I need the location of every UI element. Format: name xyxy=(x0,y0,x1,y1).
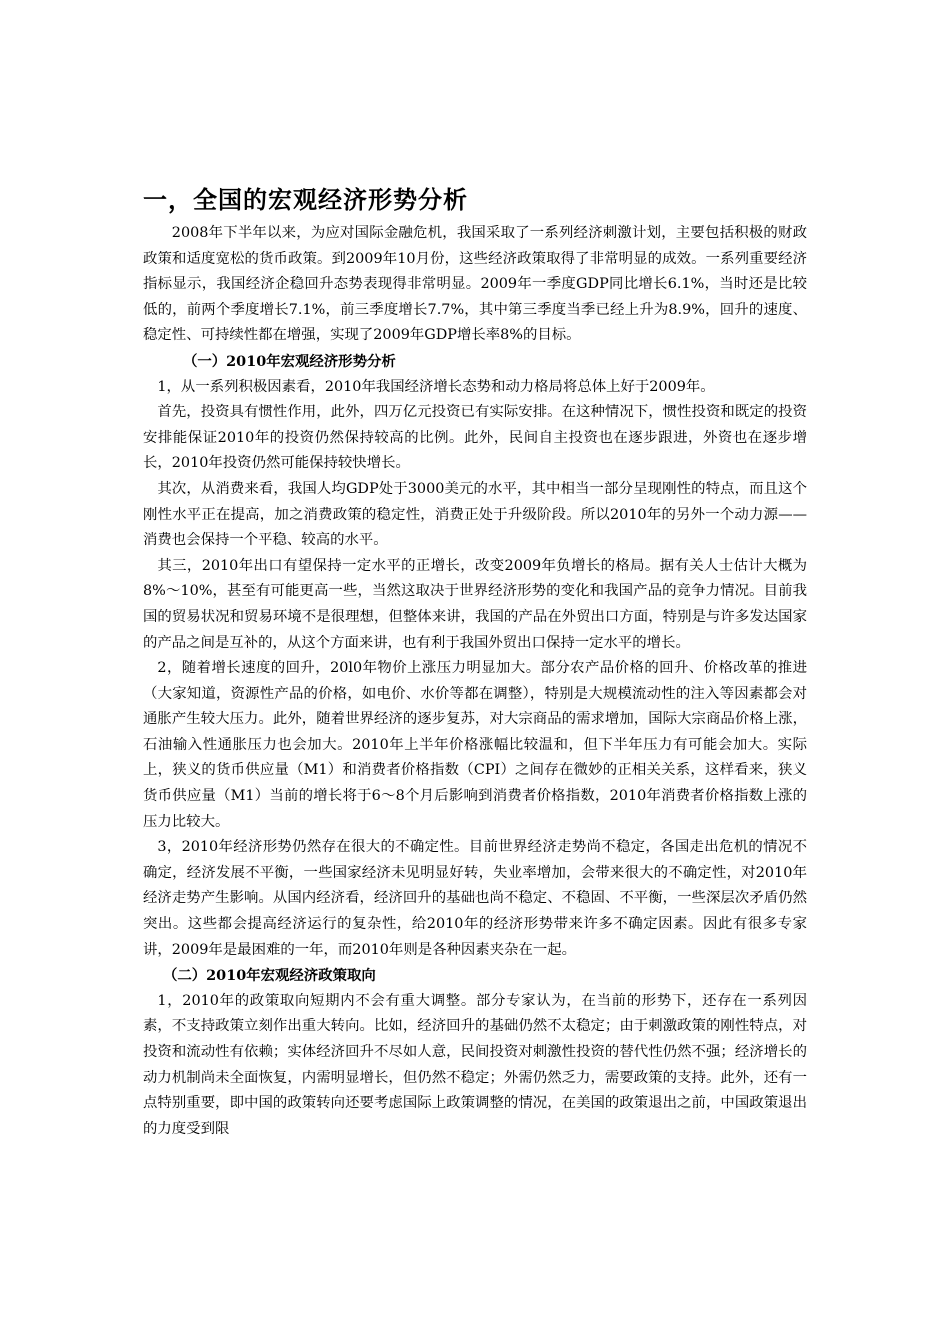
paragraph-exports: 其三，2010年出口有望保持一定水平的正增长，改变2009年负增长的格局。据有关人士估计大概为8%～10%，甚至有可能更高一些，当然这取决于世界经济形势的变化和我国产品的竞争力情况。目前我国的贸易状况和贸易环境不是很理想，但整体来讲，我国的产品在外贸出口方面，特别是与许多发达国家的产品之间是互补的，从这个方面来讲，也有利于我国外贸出口保持一定水平的增长。 xyxy=(143,557,807,651)
paragraph-positive-factors: 1，从一系列积极因素看，2010年我国经济增长态势和动力格局将总体上好于2009年。 xyxy=(157,378,715,395)
paragraph-uncertainty: 3，2010年经济形势仍然存在很大的不确定性。目前世界经济走势尚不稳定，各国走出危机的情况不确定，经济发展不平衡，一些国家经济未见明显好转，失业率增加，会带来很大的不确定性，对2010年经济走势产生影响。从国内经济看，经济回升的基础也尚不稳定、不稳固、不平衡，一些深层次矛盾仍然突出。这些都会提高经济运行的复杂性，给2010年的经济形势带来许多不确定因素。因此有很多专家讲，2009年是最困难的一年，而2010年则是各种因素夹杂在一起。 xyxy=(143,839,807,958)
document-body xyxy=(143,183,807,1142)
subheading-macro-analysis: （一）2010年宏观经济形势分析 xyxy=(183,352,396,370)
paragraph-investment: 首先，投资具有惯性作用，此外，四万亿元投资已有实际安排。在这种情况下，惯性投资和既定的投资安排能保证2010年的投资仍然保持较高的比例。此外，民间自主投资也在逐步跟进，外资也在逐步增长，2010年投资仍然可能保持较快增长。 xyxy=(143,404,807,472)
subheading-policy-orientation: （二）2010年宏观经济政策取向 xyxy=(163,967,376,985)
paragraph-policy: 1，2010年的政策取向短期内不会有重大调整。部分专家认为，在当前的形势下，还存在一系列因素，不支持政策立刻作出重大转向。比如，经济回升的基础仍然不太稳定；由于刺激政策的刚性特点，对投资和流动性有依赖；实体经济回升不尽如人意，民间投资对刺激性投资的替代性仍然不强；经济增长的动力机制尚未全面恢复，内需明显增长，但仍然不稳定；外需仍然乏力，需要政策的支持。此外，还有一点特别重要，即中国的政策转向还要考虑国际上政策调整的情况，在美国的政策退出之前，中国政策退出的力度受到限 xyxy=(143,992,807,1137)
intro-paragraph: 2008年下半年以来，为应对国际金融危机，我国采取了一系列经济刺激计划，主要包括积极的财政政策和适度宽松的货币政策。到2009年10月份，这些经济政策取得了非常明显的成效。一系列重要经济指标显示，我国经济企稳回升态势表现得非常明显。2009年一季度GDP同比增长6.1%，当时还是比较低的，前两个季度增长7.1%，前三季度增长7.7%，其中第三季度当季已经上升为8.9%，回升的速度、稳定性、可持续性都在增强，实现了2009年GDP增长率8%的目标。 xyxy=(143,225,807,344)
paragraph-consumption: 其次，从消费来看，我国人均GDP处于3000美元的水平，其中相当一部分呈现刚性的特点，而且这个刚性水平正在提高，加之消费政策的稳定性，消费正处于升级阶段。所以2010年的另外一个动力源——消费也会保持一个平稳、较高的水平。 xyxy=(143,480,807,549)
paragraph-inflation: 2，随着增长速度的回升，20l0年物价上涨压力明显加大。部分农产品价格的回升、价格改革的推进（大家知道，资源性产品的价格，如电价、水价等都在调整），特别是大规模流动性的注入等因素都会对通胀产生较大压力。此外，随着世界经济的逐步复苏，对大宗商品的需求增加，国际大宗商品价格上涨，石油输入性通胀压力也会加大。2010年上半年价格涨幅比较温和，但下半年压力有可能会加大。实际上，狭义的货币供应量（M1）和消费者价格指数（CPI）之间存在微妙的正相关关系，这样看来，狭义货币供应量（M1）当前的增长将于6～8个月后影响到消费者价格指数，2010年消费者价格指数上涨的压力比较大。 xyxy=(143,660,807,830)
section-title: 一，全国的宏观经济形势分析 xyxy=(143,186,468,214)
